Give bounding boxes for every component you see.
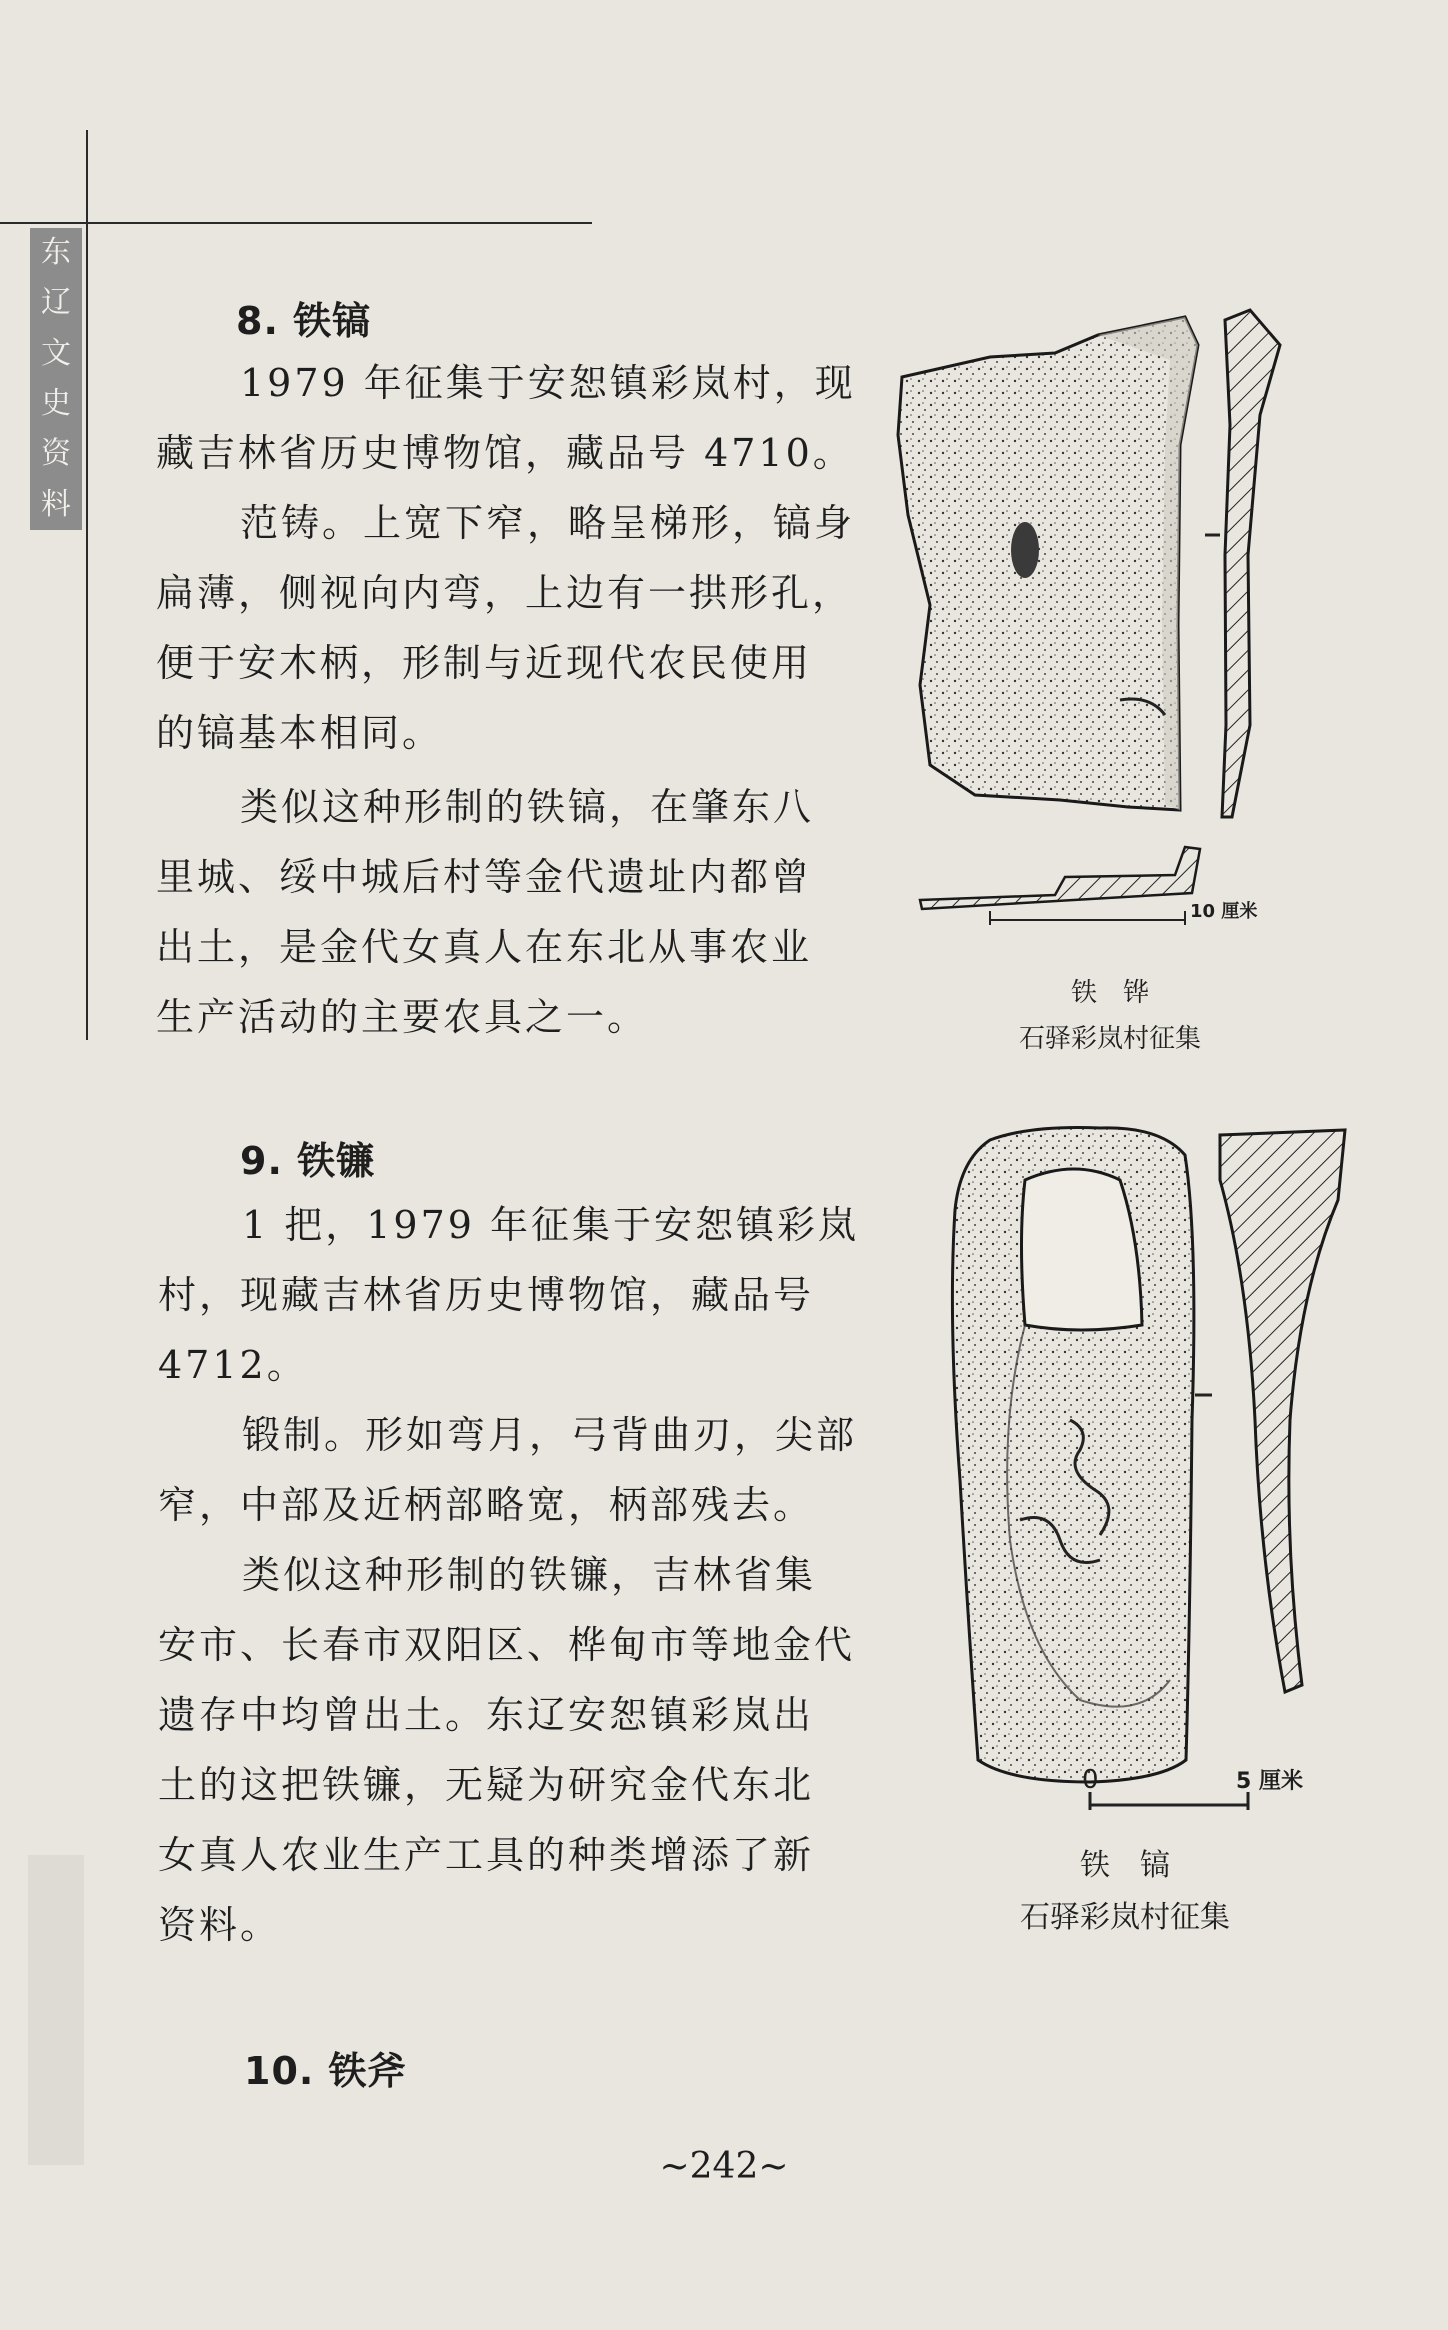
running-title-char: 资 [41,436,71,472]
text-line: 出土，是金代女真人在东北从事农业 [156,925,813,969]
text-line: 便于安木柄，形制与近现代农民使用 [156,641,813,685]
text-line: 窄，中部及近柄部略宽，柄部残去。 [158,1483,815,1527]
figure-source: 石驿彩岚村征集 [1018,1024,1201,1054]
text-line: 遗存中均曾出土。东辽安恕镇彩岚出 [158,1693,815,1737]
text-line: 1979 年征集于安恕镇彩岚村，现 [240,361,856,405]
paragraph [156,488,855,768]
iron-pick-illustration [930,1120,1360,1820]
running-title-char: 史 [41,386,71,422]
text-line: 类似这种形制的铁镐，在肇东八 [240,785,815,829]
scale-label: 10 厘米 [1190,901,1258,922]
text-line: 村，现藏吉林省历史博物馆，藏品号 [158,1273,815,1317]
section-heading: 8. 铁镐 [236,299,372,343]
running-title-char: 东 [41,235,71,271]
section-heading: 9. 铁镰 [240,1139,376,1183]
figure-source: 石驿彩岚村征集 [1020,1900,1230,1935]
figure-label: 铁 铧 [1070,978,1149,1008]
section-heading: 10. 铁斧 [244,2049,407,2093]
figure-label: 铁 镐 [1080,1848,1170,1883]
text-line: 里城、绥中城后村等金代遗址内都曾 [156,855,813,899]
text-line: 锻制。形如弯月，弓背曲刃，尖部 [242,1413,858,1457]
scale-start-label: 0 [1082,1765,1099,1795]
text-line: 扁薄，侧视向内弯，上边有一拱形孔， [156,571,854,615]
text-line: 资料。 [158,1903,282,1947]
text-line: 女真人农业生产工具的种类增添了新 [158,1833,815,1877]
page-number: ~242~ [659,2146,789,2187]
text-line: 安市、长春市双阳区、桦甸市等地金代 [158,1623,856,1667]
text-line: 藏吉林省历史博物馆，藏品号 4710。 [156,431,854,475]
text-line: 4712。 [158,1343,308,1387]
running-title-tab [30,228,82,530]
text-line: 1 把，1979 年征集于安恕镇彩岚 [242,1203,860,1247]
text-line: 类似这种形制的铁镰，吉林省集 [242,1553,817,1597]
text-line: 的镐基本相同。 [156,711,444,755]
header-rule [0,222,592,224]
text-line: 土的这把铁镰，无疑为研究金代东北 [158,1763,815,1807]
text-line: 生产活动的主要农具之一。 [156,995,649,1039]
iron-plowshare-illustration [880,305,1320,945]
running-title-char: 文 [41,335,71,371]
margin-vertical-rule [86,130,88,1040]
text-line: 范铸。上宽下窄，略呈梯形，镐身 [240,501,856,545]
paragraph [158,1190,859,1400]
paragraph [158,1540,855,1960]
running-title-char: 料 [41,486,71,522]
running-title-char: 辽 [41,285,71,321]
bleed-through-tab [28,1855,84,2165]
scale-end-label: 5 厘米 [1236,1769,1303,1794]
paragraph [158,1400,857,1540]
paragraph [156,348,856,488]
paragraph [156,772,814,1052]
